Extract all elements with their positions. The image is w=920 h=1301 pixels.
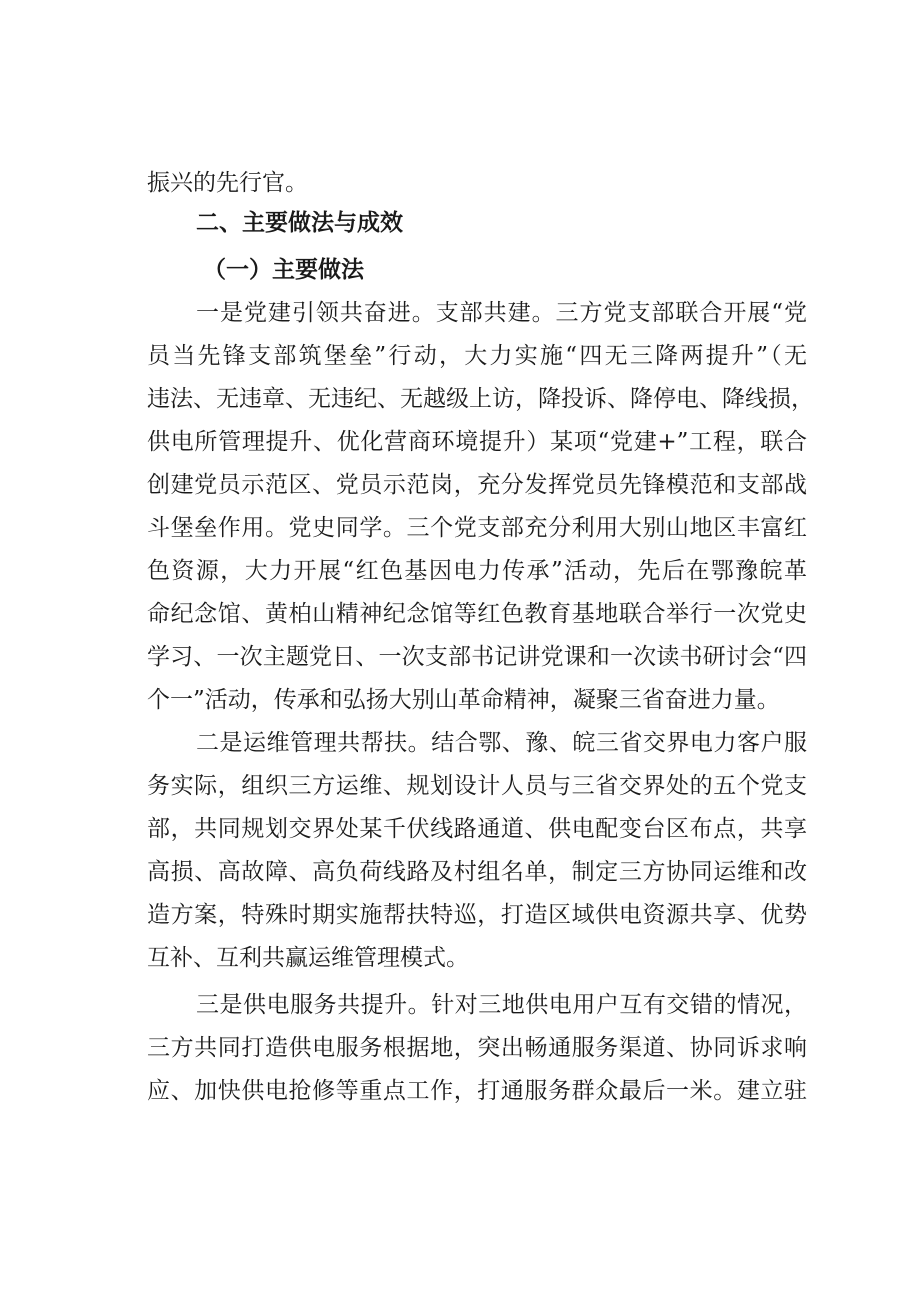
paragraph-line: 互补、互利共赢运维管理模式。 bbox=[147, 945, 469, 971]
paragraph-line: 违法、无违章、无违纪、无越级上访，降投诉、降停电、降线损， bbox=[147, 386, 814, 412]
paragraph-line: 供电所管理提升、优化营商环境提升）某项“党建+”工程，联合 bbox=[147, 429, 807, 455]
paragraph-line: 部，共同规划交界处某千伏线路通道、供电配变台区布点，共享 bbox=[147, 816, 807, 842]
paragraph-line: 命纪念馆、黄柏山精神纪念馆等红色教育基地联合举行一次党史 bbox=[147, 601, 807, 627]
section-heading: 二、主要做法与成效 bbox=[196, 210, 403, 236]
paragraph-line: 务实际，组织三方运维、规划设计人员与三省交界处的五个党支 bbox=[147, 773, 807, 799]
subsection-heading: （一）主要做法 bbox=[203, 257, 364, 283]
paragraph-line: 高损、高故障、高负荷线路及村组名单，制定三方协同运维和改 bbox=[147, 859, 807, 885]
paragraph-line: 三方共同打造供电服务根据地，突出畅通服务渠道、协同诉求响 bbox=[147, 1035, 807, 1061]
paragraph-line: 应、加快供电抢修等重点工作，打通服务群众最后一米。建立驻 bbox=[147, 1078, 807, 1104]
paragraph-line: 创建党员示范区、党员示范岗，充分发挥党员先锋模范和支部战 bbox=[147, 472, 807, 498]
paragraph-line: 学习、一次主题党日、一次支部书记讲党课和一次读书研讨会“四 bbox=[147, 644, 807, 670]
paragraph-line: 造方案，特殊时期实施帮扶特巡，打造区域供电资源共享、优势 bbox=[147, 902, 807, 928]
body-text-line: 振兴的先行官。 bbox=[147, 170, 308, 196]
paragraph-line: 个一”活动，传承和弘扬大别山革命精神，凝聚三省奋进力量。 bbox=[147, 687, 780, 713]
paragraph-line: 一是党建引领共奋进。支部共建。三方党支部联合开展“党 bbox=[196, 300, 807, 326]
paragraph-line: 斗堡垒作用。党史同学。三个党支部充分利用大别山地区丰富红 bbox=[147, 515, 807, 541]
paragraph-line: 员当先锋支部筑堡垒”行动，大力实施“四无三降两提升”（无 bbox=[147, 343, 807, 369]
paragraph-line: 三是供电服务共提升。针对三地供电用户互有交错的情况， bbox=[196, 992, 807, 1018]
paragraph-line: 二是运维管理共帮扶。结合鄂、豫、皖三省交界电力客户服 bbox=[196, 730, 807, 756]
paragraph-line: 色资源，大力开展“红色基因电力传承”活动，先后在鄂豫皖革 bbox=[147, 558, 807, 584]
